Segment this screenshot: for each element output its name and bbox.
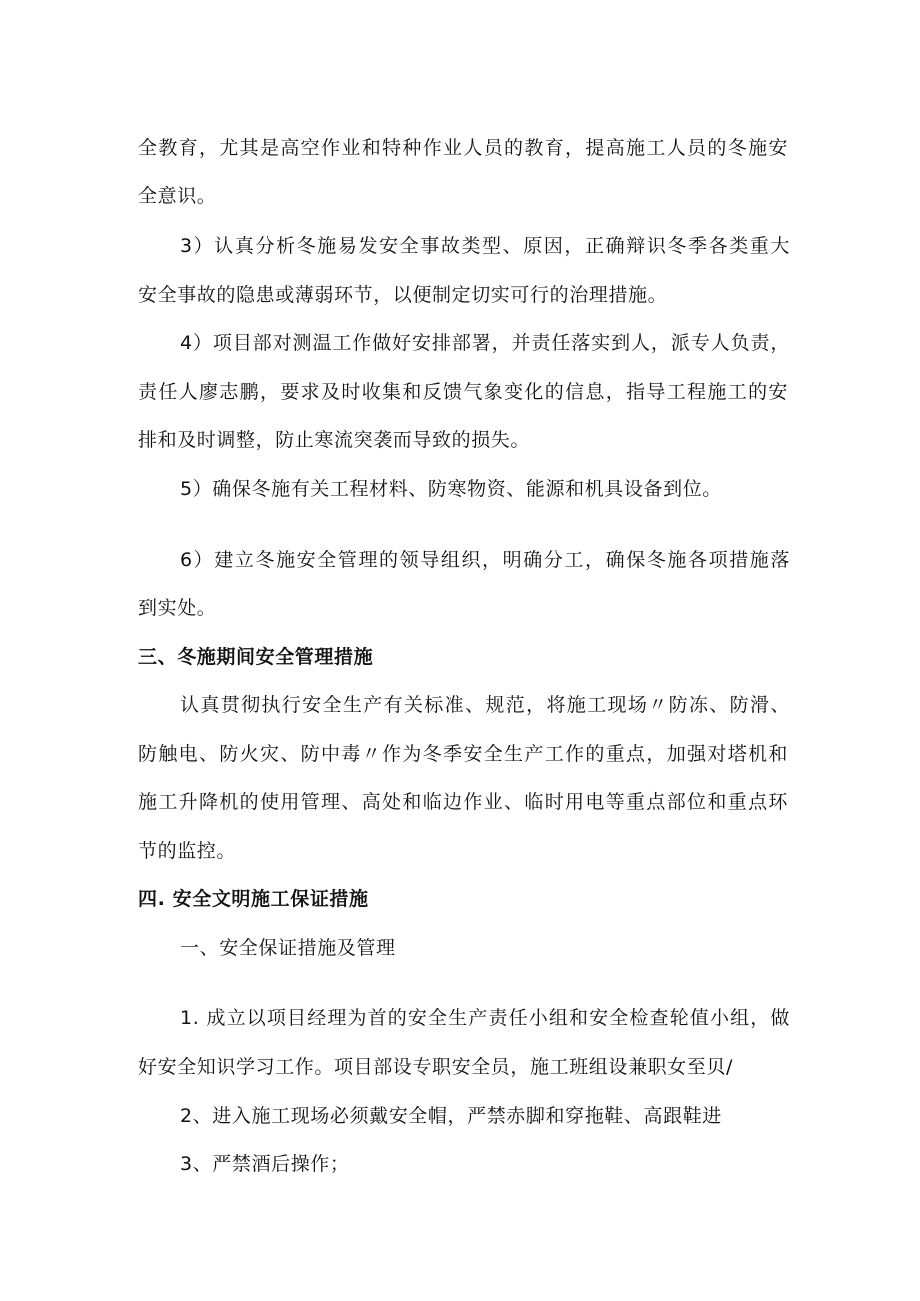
paragraph-line: 认真贯彻执行安全生产有关标准、规范，将施工现场〃防冻、防滑、 xyxy=(180,694,790,716)
list-item-4-line: 4）项目部对测温工作做好安排部署，并责任落实到人，派专人负责， xyxy=(180,332,790,354)
list-item-3-line: 3）认真分析冬施易发安全事故类型、原因，正确辩识冬季各类重大 xyxy=(180,235,790,257)
list-item-1-line: 1. 成立以项目经理为首的安全生产责任小组和安全检查轮值小组，做 xyxy=(180,1007,790,1029)
list-item-2-line: 2、进入施工现场必须戴安全帽，严禁赤脚和穿拖鞋、高跟鞋进 xyxy=(180,1105,722,1127)
paragraph-line: 到实处。 xyxy=(138,597,217,619)
subsection-heading: 一、安全保证措施及管理 xyxy=(180,937,396,959)
paragraph-line: 全意识。 xyxy=(138,185,217,207)
paragraph-line: 安全事故的隐患或薄弱环节，以便制定切实可行的治理措施。 xyxy=(138,284,668,306)
list-item-6-line: 6）建立冬施安全管理的领导组织，明确分工，确保冬施各项措施落 xyxy=(180,549,790,571)
paragraph-line: 排和及时调整，防止寒流突袭而导致的损失。 xyxy=(138,429,531,451)
paragraph-line: 全教育，尤其是高空作业和特种作业人员的教育，提高施工人员的冬施安 xyxy=(138,137,788,159)
paragraph-line: 防触电、防火灾、防中毒〃作为冬季安全生产工作的重点，加强对塔机和 xyxy=(138,743,788,765)
list-item-5-line: 5）确保冬施有关工程材料、防寒物资、能源和机具设备到位。 xyxy=(180,478,722,500)
paragraph-line: 施工升降机的使用管理、高处和临边作业、临时用电等重点部位和重点环 xyxy=(138,791,788,813)
paragraph-line: 好安全知识学习工作。项目部设专职安全员，施工班组设兼职女至贝/ xyxy=(138,1056,734,1078)
list-item-3b-line: 3、严禁酒后操作； xyxy=(180,1153,350,1175)
paragraph-line: 节的监控。 xyxy=(138,840,237,862)
paragraph-line: 责任人廖志鹏，要求及时收集和反馈气象变化的信息，指导工程施工的安 xyxy=(138,381,788,403)
section-heading-4: 四. 安全文明施工保证措施 xyxy=(138,888,369,910)
section-heading-3: 三、冬施期间安全管理措施 xyxy=(138,646,374,668)
